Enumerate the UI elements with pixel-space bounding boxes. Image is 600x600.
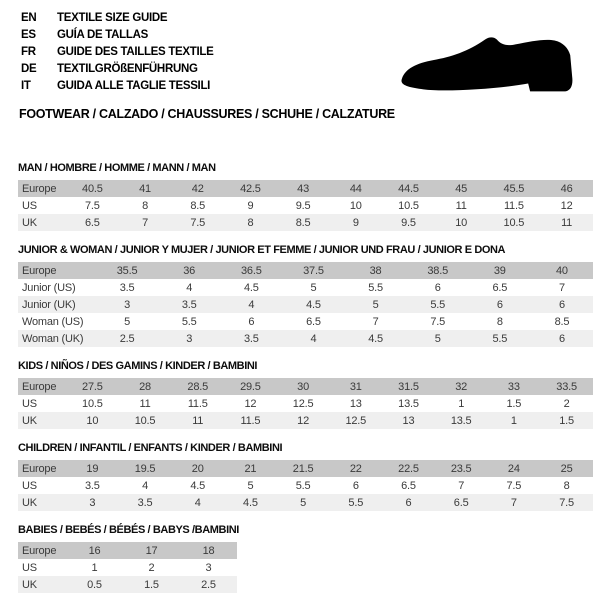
table-row: [18, 313, 593, 330]
section-title: JUNIOR & WOMAN / JUNIOR Y MUJER / JUNIOR ET FEMME / JUNIOR UND FRAU / JUNIOR E DONA: [18, 244, 506, 256]
size-cell: 45.5: [488, 180, 541, 197]
size-cell: 11: [435, 197, 488, 214]
size-cell: 1: [488, 412, 541, 429]
row-label: Woman (US): [18, 313, 96, 330]
size-cell: 40.5: [66, 180, 119, 197]
size-cell: 6: [220, 313, 282, 330]
size-cell: 43: [277, 180, 330, 197]
row-label: US: [18, 559, 66, 576]
language-label: GUIDA ALLE TAGLIE TESSILI: [57, 80, 211, 92]
size-cell: 4: [158, 279, 220, 296]
size-cell: 13: [382, 412, 435, 429]
row-label: UK: [18, 214, 66, 231]
table-row: [18, 559, 237, 576]
size-cell: 5.5: [345, 279, 407, 296]
size-cell: 22.5: [382, 460, 435, 477]
table-row: [18, 494, 593, 511]
size-cell: 10.5: [119, 412, 172, 429]
size-cell: 5: [224, 477, 277, 494]
shoe-icon: [392, 18, 588, 108]
size-table: [18, 542, 237, 593]
table-row: [18, 477, 593, 494]
size-cell: 12: [224, 395, 277, 412]
size-cell: 5: [277, 494, 330, 511]
size-cell: 5.5: [407, 296, 469, 313]
size-cell: 27.5: [66, 378, 119, 395]
size-cell: 44.5: [382, 180, 435, 197]
row-label: US: [18, 477, 66, 494]
size-cell: 4.5: [345, 330, 407, 347]
size-cell: 46: [540, 180, 593, 197]
size-cell: 11.5: [224, 412, 277, 429]
size-cell: 36.5: [220, 262, 282, 279]
row-label: UK: [18, 576, 66, 593]
size-cell: 33.5: [540, 378, 593, 395]
size-cell: 6.5: [469, 279, 531, 296]
row-label: Europe: [18, 542, 66, 559]
table-row: [18, 296, 593, 313]
size-cell: 6.5: [382, 477, 435, 494]
size-cell: 19.5: [119, 460, 172, 477]
size-cell: 5: [345, 296, 407, 313]
size-cell: 6: [329, 477, 382, 494]
size-cell: 6: [531, 330, 593, 347]
row-label: Europe: [18, 262, 96, 279]
size-section: [18, 161, 593, 231]
size-cell: 4.5: [282, 296, 344, 313]
section-title: BABIES / BEBÉS / BÉBÉS / BABYS /BAMBINI: [18, 524, 239, 536]
table-row: [18, 279, 593, 296]
table-row: [18, 412, 593, 429]
table-row: [18, 180, 593, 197]
size-cell: 7: [488, 494, 541, 511]
size-cell: 8.5: [171, 197, 224, 214]
row-label: US: [18, 395, 66, 412]
row-label: Europe: [18, 378, 66, 395]
size-cell: 1.5: [123, 576, 180, 593]
size-cell: 4: [220, 296, 282, 313]
table-row: [18, 330, 593, 347]
size-cell: 33: [488, 378, 541, 395]
size-table: [18, 460, 593, 511]
size-section: [18, 441, 593, 511]
size-cell: 2: [123, 559, 180, 576]
table-row: [18, 214, 593, 231]
size-cell: 28.5: [171, 378, 224, 395]
size-cell: 7.5: [407, 313, 469, 330]
size-cell: 1: [66, 559, 123, 576]
size-cell: 9.5: [382, 214, 435, 231]
section-title: MAN / HOMBRE / HOMME / MANN / MAN: [18, 162, 216, 174]
size-cell: 5.5: [277, 477, 330, 494]
language-code: ES: [21, 29, 36, 41]
size-cell: 4.5: [224, 494, 277, 511]
size-cell: 18: [180, 542, 237, 559]
size-cell: 4: [171, 494, 224, 511]
category-title: FOOTWEAR / CALZADO / CHAUSSURES / SCHUHE / CALZATURE: [19, 107, 395, 121]
size-cell: 16: [66, 542, 123, 559]
language-label: GUIDE DES TAILLES TEXTILE: [57, 46, 214, 58]
row-label: US: [18, 197, 66, 214]
size-cell: 2.5: [96, 330, 158, 347]
size-cell: 4.5: [220, 279, 282, 296]
size-cell: 42: [171, 180, 224, 197]
size-sections: [18, 161, 593, 593]
size-cell: 1: [435, 395, 488, 412]
size-cell: 10: [329, 197, 382, 214]
size-table: [18, 180, 593, 231]
size-cell: 12.5: [277, 395, 330, 412]
size-cell: 8: [469, 313, 531, 330]
size-cell: 2: [540, 395, 593, 412]
size-cell: 8: [224, 214, 277, 231]
size-cell: 6: [382, 494, 435, 511]
size-cell: 7.5: [540, 494, 593, 511]
size-cell: 3.5: [66, 477, 119, 494]
size-cell: 1.5: [488, 395, 541, 412]
language-code: FR: [21, 46, 36, 58]
size-cell: 20: [171, 460, 224, 477]
size-cell: 11: [540, 214, 593, 231]
size-cell: 5.5: [469, 330, 531, 347]
size-cell: 40: [531, 262, 593, 279]
size-cell: 30: [277, 378, 330, 395]
size-cell: 8: [540, 477, 593, 494]
row-label: Woman (UK): [18, 330, 96, 347]
size-cell: 11: [171, 412, 224, 429]
size-cell: 3: [66, 494, 119, 511]
row-label: Junior (UK): [18, 296, 96, 313]
size-cell: 8.5: [277, 214, 330, 231]
size-cell: 5.5: [158, 313, 220, 330]
size-cell: 3: [180, 559, 237, 576]
table-row: [18, 460, 593, 477]
size-cell: 7.5: [488, 477, 541, 494]
size-section: [18, 359, 593, 429]
size-cell: 31.5: [382, 378, 435, 395]
size-cell: 45: [435, 180, 488, 197]
size-cell: 19: [66, 460, 119, 477]
size-cell: 11.5: [171, 395, 224, 412]
size-cell: 3: [96, 296, 158, 313]
size-cell: 10.5: [488, 214, 541, 231]
size-cell: 3: [158, 330, 220, 347]
size-cell: 5.5: [329, 494, 382, 511]
size-cell: 6.5: [66, 214, 119, 231]
size-cell: 12: [540, 197, 593, 214]
size-cell: 10: [435, 214, 488, 231]
size-cell: 37.5: [282, 262, 344, 279]
table-row: [18, 262, 593, 279]
size-cell: 24: [488, 460, 541, 477]
size-cell: 3.5: [158, 296, 220, 313]
size-cell: 7.5: [171, 214, 224, 231]
size-cell: 9: [224, 197, 277, 214]
size-cell: 21: [224, 460, 277, 477]
size-cell: 11.5: [488, 197, 541, 214]
size-cell: 9.5: [277, 197, 330, 214]
size-cell: 22: [329, 460, 382, 477]
size-cell: 8.5: [531, 313, 593, 330]
size-cell: 1.5: [540, 412, 593, 429]
size-cell: 13.5: [382, 395, 435, 412]
size-cell: 7: [531, 279, 593, 296]
row-label: UK: [18, 494, 66, 511]
size-cell: 3.5: [96, 279, 158, 296]
table-row: [18, 395, 593, 412]
size-cell: 6: [407, 279, 469, 296]
size-cell: 32: [435, 378, 488, 395]
size-cell: 2.5: [180, 576, 237, 593]
size-cell: 4: [282, 330, 344, 347]
size-cell: 6.5: [282, 313, 344, 330]
size-cell: 6: [531, 296, 593, 313]
size-cell: 5: [96, 313, 158, 330]
size-cell: 35.5: [96, 262, 158, 279]
language-code: DE: [21, 63, 37, 75]
size-cell: 38: [345, 262, 407, 279]
size-cell: 9: [329, 214, 382, 231]
row-label: Junior (US): [18, 279, 96, 296]
language-code: EN: [21, 12, 37, 24]
size-cell: 5: [407, 330, 469, 347]
size-cell: 7.5: [66, 197, 119, 214]
size-section: [18, 523, 593, 593]
size-cell: 4.5: [171, 477, 224, 494]
language-label: TEXTILGRÖßENFÜHRUNG: [57, 63, 198, 75]
size-cell: 10.5: [66, 395, 119, 412]
size-cell: 12: [277, 412, 330, 429]
size-cell: 7: [345, 313, 407, 330]
table-row: [18, 576, 237, 593]
size-cell: 42.5: [224, 180, 277, 197]
size-cell: 41: [119, 180, 172, 197]
size-cell: 13.5: [435, 412, 488, 429]
row-label: Europe: [18, 180, 66, 197]
size-cell: 44: [329, 180, 382, 197]
size-cell: 6.5: [435, 494, 488, 511]
size-cell: 6: [469, 296, 531, 313]
section-title: CHILDREN / INFANTIL / ENFANTS / KINDER / BAMBINI: [18, 442, 283, 454]
row-label: Europe: [18, 460, 66, 477]
language-code: IT: [21, 80, 31, 92]
language-label: TEXTILE SIZE GUIDE: [57, 12, 168, 24]
size-cell: 28: [119, 378, 172, 395]
size-cell: 23.5: [435, 460, 488, 477]
size-cell: 38.5: [407, 262, 469, 279]
table-row: [18, 378, 593, 395]
size-cell: 7: [435, 477, 488, 494]
size-cell: 8: [119, 197, 172, 214]
size-table: [18, 262, 593, 347]
size-cell: 29.5: [224, 378, 277, 395]
size-cell: 13: [329, 395, 382, 412]
size-cell: 31: [329, 378, 382, 395]
size-cell: 36: [158, 262, 220, 279]
size-cell: 17: [123, 542, 180, 559]
size-cell: 3.5: [220, 330, 282, 347]
size-cell: 21.5: [277, 460, 330, 477]
size-cell: 25: [540, 460, 593, 477]
table-row: [18, 197, 593, 214]
size-cell: 0.5: [66, 576, 123, 593]
section-title: KIDS / NIÑOS / DES GAMINS / KINDER / BAMBINI: [18, 360, 258, 372]
size-cell: 10.5: [382, 197, 435, 214]
size-table: [18, 378, 593, 429]
size-cell: 12.5: [329, 412, 382, 429]
size-cell: 10: [66, 412, 119, 429]
size-cell: 4: [119, 477, 172, 494]
row-label: UK: [18, 412, 66, 429]
size-cell: 3.5: [119, 494, 172, 511]
size-cell: 5: [282, 279, 344, 296]
size-cell: 11: [119, 395, 172, 412]
size-cell: 39: [469, 262, 531, 279]
size-section: [18, 243, 593, 347]
table-row: [18, 542, 237, 559]
language-label: GUÍA DE TALLAS: [57, 29, 148, 41]
size-cell: 7: [119, 214, 172, 231]
